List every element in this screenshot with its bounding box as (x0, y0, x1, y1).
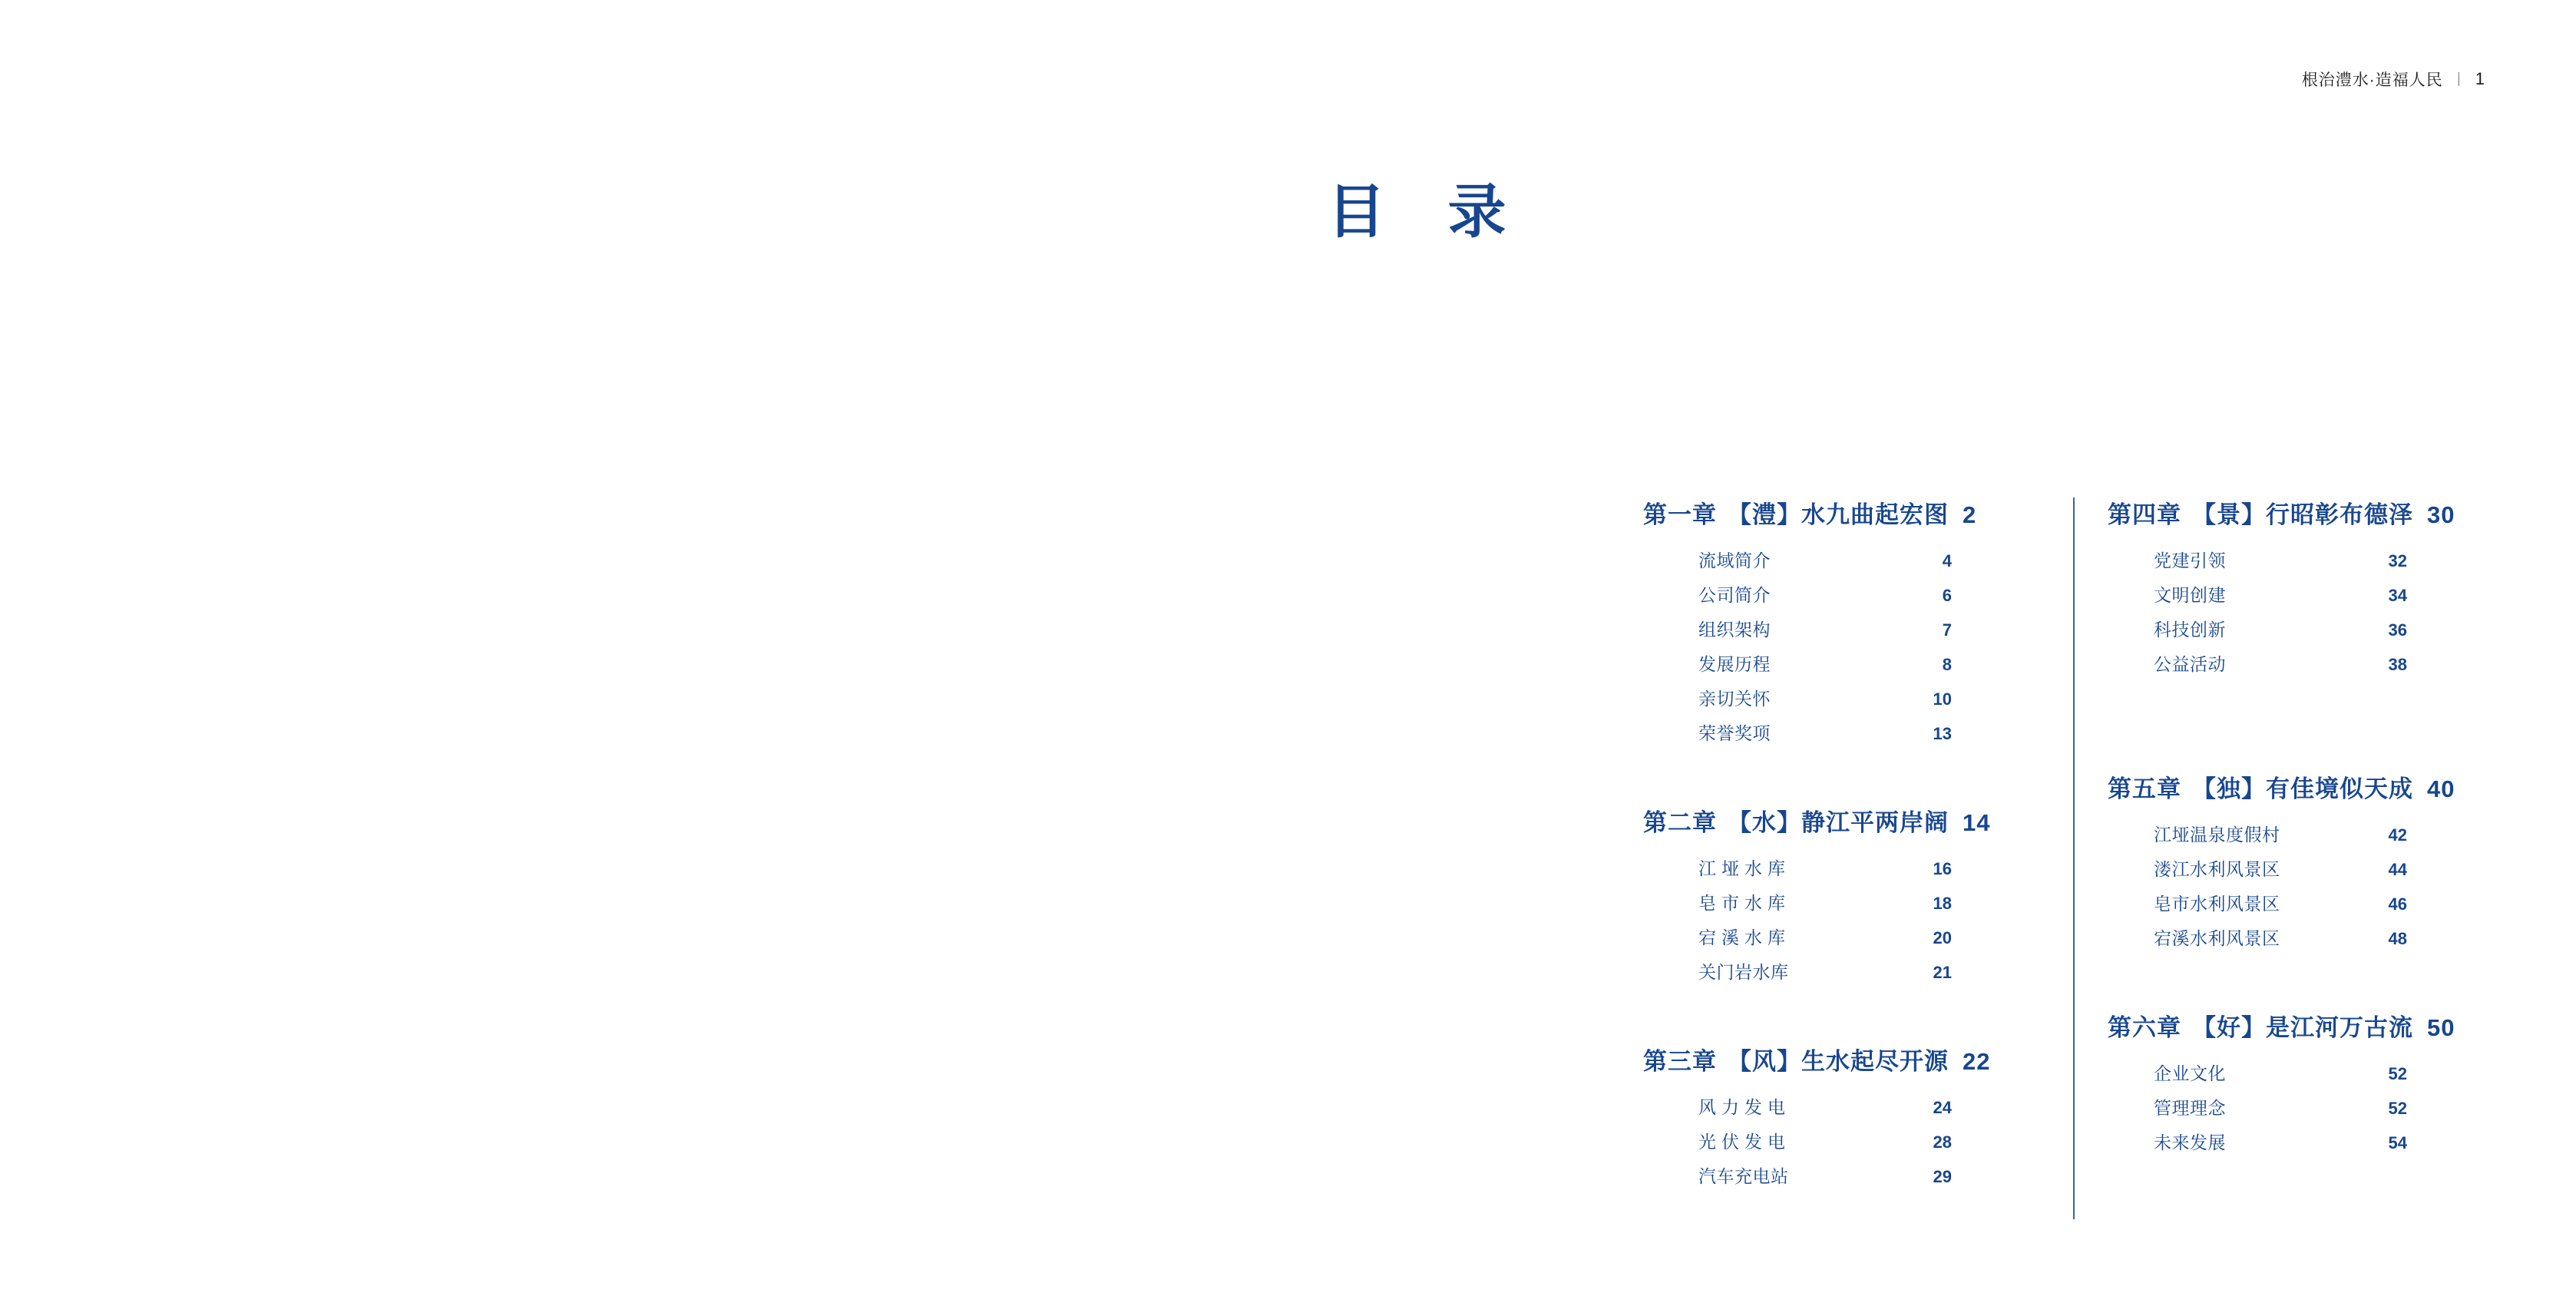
chapter-number: 第五章 (2108, 775, 2181, 802)
toc-entry[interactable] (2154, 852, 2407, 887)
entry-label: 汽车充电站 (1698, 1166, 1789, 1186)
entry-page: 52 (2388, 1064, 2407, 1083)
header-page-number: 1 (2475, 69, 2485, 88)
chapter-block[interactable] (2108, 769, 2469, 956)
chapter-entries (1698, 851, 1952, 990)
entry-label: 未来发展 (2154, 1132, 2226, 1152)
toc-entry[interactable] (1698, 682, 1952, 716)
entry-label: 江垭温泉度假村 (2154, 825, 2280, 845)
entry-label: 皂市水利风景区 (2154, 894, 2280, 914)
chapter-title: 【水】静江平两岸阔 (1728, 809, 1949, 836)
toc-entry[interactable] (2154, 613, 2407, 647)
entry-page: 52 (2388, 1099, 2407, 1118)
chapter-entries (2154, 544, 2407, 682)
entry-label: 党建引领 (2154, 551, 2226, 570)
entry-label: 公益活动 (2154, 654, 2226, 674)
entry-page: 21 (1933, 963, 1952, 982)
entry-page: 16 (1933, 859, 1952, 878)
chapter-heading[interactable] (1643, 1042, 2004, 1076)
chapter-heading[interactable] (2108, 1008, 2469, 1043)
toc-entry[interactable] (2154, 921, 2407, 956)
block-spacer (2108, 699, 2469, 734)
chapter-number: 第二章 (1643, 809, 1717, 836)
toc-entry[interactable] (1698, 1090, 1952, 1125)
toc-entry[interactable] (2154, 1091, 2407, 1126)
entry-label: 公司简介 (1698, 585, 1771, 605)
toc-entry[interactable] (2154, 578, 2407, 613)
entry-label: 组织架构 (1698, 620, 1771, 640)
toc-entry[interactable] (1698, 716, 1952, 751)
entry-page: 32 (2388, 551, 2407, 570)
toc-entry[interactable] (1698, 613, 1952, 647)
block-spacer (2108, 734, 2469, 769)
chapter-block[interactable] (2108, 1008, 2469, 1160)
block-spacer (2108, 973, 2469, 1008)
entry-label: 管理理念 (2154, 1098, 2226, 1118)
entry-page: 8 (1942, 655, 1952, 674)
entry-label: 流域简介 (1698, 551, 1771, 570)
toc-entry[interactable] (2154, 1056, 2407, 1091)
toc-columns (1643, 495, 2488, 1211)
entry-page: 28 (1933, 1132, 1952, 1152)
chapter-title: 【风】生水起尽开源 (1728, 1048, 1949, 1075)
chapter-block[interactable] (1643, 495, 2004, 751)
entry-page: 34 (2388, 586, 2407, 605)
toc-entry[interactable] (1698, 578, 1952, 613)
entry-page: 48 (2388, 929, 2407, 948)
chapter-number: 第六章 (2108, 1014, 2181, 1041)
toc-entry[interactable] (2154, 647, 2407, 682)
entry-page: 18 (1933, 894, 1952, 913)
entry-label: 宕溪水库 (1698, 927, 1791, 947)
chapter-block[interactable] (1643, 803, 2004, 990)
entry-page: 46 (2388, 894, 2407, 914)
entry-label: 荣誉奖项 (1698, 723, 1771, 743)
toc-entry[interactable] (2154, 818, 2407, 852)
toc-entry[interactable] (2154, 887, 2407, 921)
chapter-entries (2154, 818, 2407, 956)
chapter-page: 40 (2427, 775, 2455, 802)
entry-label: 溇江水利风景区 (2154, 859, 2280, 879)
entry-label: 皂市水库 (1698, 893, 1791, 913)
toc-column-left (1643, 495, 2004, 1211)
entry-label: 光伏发电 (1698, 1132, 1791, 1152)
entry-label: 文明创建 (2154, 585, 2226, 605)
chapter-page: 14 (1963, 809, 1991, 836)
entry-label: 亲切关怀 (1698, 689, 1771, 709)
entry-page: 36 (2388, 620, 2407, 640)
entry-page: 13 (1933, 724, 1952, 743)
toc-entry[interactable] (1698, 1125, 1952, 1159)
toc-entry[interactable] (1698, 955, 1952, 990)
entry-page: 42 (2388, 825, 2407, 845)
entry-page: 54 (2388, 1133, 2407, 1152)
chapter-block[interactable] (2108, 495, 2469, 682)
chapter-entries (1698, 1090, 1952, 1194)
entry-page: 4 (1942, 551, 1952, 570)
chapter-heading[interactable] (1643, 803, 2004, 838)
page-title: 目 录 (1327, 180, 1529, 245)
chapter-block[interactable] (1643, 1042, 2004, 1194)
block-spacer (1643, 1007, 2004, 1042)
chapter-title: 【好】是江河万古流 (2192, 1014, 2413, 1041)
toc-entry[interactable] (1698, 886, 1952, 921)
chapter-heading[interactable] (2108, 495, 2469, 530)
toc-entry[interactable] (1698, 1159, 1952, 1194)
running-header (2302, 68, 2485, 91)
entry-page: 29 (1933, 1167, 1952, 1186)
chapter-page: 2 (1963, 501, 1977, 528)
entry-label: 风力发电 (1698, 1097, 1791, 1117)
entry-label: 关门岩水库 (1698, 962, 1789, 982)
toc-entry[interactable] (1698, 544, 1952, 578)
entry-label: 江垭水库 (1698, 858, 1791, 878)
chapter-number: 第四章 (2108, 501, 2181, 528)
entry-label: 科技创新 (2154, 620, 2226, 640)
entry-page: 20 (1933, 928, 1952, 947)
toc-column-right (2062, 495, 2469, 1177)
chapter-heading[interactable] (1643, 495, 2004, 530)
entry-label: 企业文化 (2154, 1063, 2226, 1083)
entry-page: 24 (1933, 1098, 1952, 1117)
header-slogan: 根治澧水·造福人民 (2301, 71, 2443, 89)
entry-label: 发展历程 (1698, 654, 1771, 674)
toc-entry[interactable] (2154, 544, 2407, 578)
entry-page: 38 (2388, 655, 2407, 674)
header-separator: | (2456, 71, 2462, 87)
entry-label: 宕溪水利风景区 (2154, 928, 2280, 948)
chapter-page: 30 (2427, 501, 2455, 528)
chapter-number: 第三章 (1643, 1048, 1717, 1075)
entry-page: 6 (1942, 586, 1952, 605)
entry-page: 44 (2388, 860, 2407, 879)
chapter-number: 第一章 (1643, 501, 1717, 528)
chapter-heading[interactable] (2108, 769, 2469, 804)
entry-page: 10 (1933, 689, 1952, 709)
chapter-entries (2154, 1056, 2407, 1160)
block-spacer (1643, 768, 2004, 803)
toc-entry[interactable] (1698, 921, 1952, 955)
entry-page: 7 (1942, 620, 1952, 640)
chapter-title: 【澧】水九曲起宏图 (1728, 501, 1949, 528)
chapter-title: 【景】行昭彰布德泽 (2192, 501, 2413, 528)
chapter-page: 22 (1963, 1048, 1991, 1075)
chapter-title: 【独】有佳境似天成 (2192, 775, 2413, 802)
chapter-entries (1698, 544, 1952, 751)
chapter-page: 50 (2427, 1014, 2455, 1041)
toc-entry[interactable] (2154, 1126, 2407, 1160)
toc-entry[interactable] (1698, 647, 1952, 682)
toc-entry[interactable] (1698, 851, 1952, 886)
